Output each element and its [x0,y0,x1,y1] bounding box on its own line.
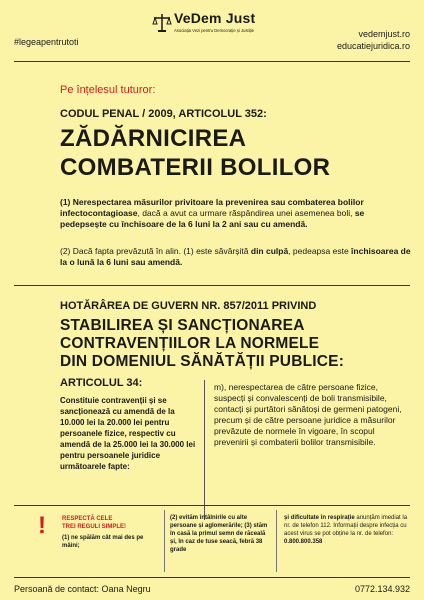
p2-normal-a: (2) Dacă fapta prevăzută în alin. (1) este săvârșită [60,246,251,256]
rules-divider [14,505,410,506]
article-34-heading: ARTICOLUL 34: [60,377,143,389]
rules-title-line2: TREI REGULI SIMPLE! [62,524,127,530]
section2-title-line2: CONTRAVENȚIILOR LA NORMELE [60,335,320,352]
info-phone: 0.800.800.358 [284,539,323,545]
penal-code-article: CODUL PENAL / 2009, ARTICOLUL 352: [60,108,267,120]
section1-title-line1: ZĂDĂRNICIREA [60,125,247,152]
article-34-left-text: Constituie contravenții și se sancționează cu amendă de la 10.000 lei la 20.000 lei pentru persoanele fizice, respectiv cu amendă de la 25.000 lei la 30.000 lei pentru persoanele juridice următoarele fapte: [60,396,196,471]
government-decision: HOTĂRÂREA DE GUVERN NR. 857/2011 PRIVIND [60,300,317,312]
bottom-divider [14,577,410,578]
rule3-normal: anunțăm imediat la nr. de telefon 112. Informații despre infecția cu acest virus se pot obține la nr. de telefon: [284,515,408,537]
p2-bold-d: închisoarea de la o lună la 6 luni sau amendă. [60,246,411,267]
rule-3-cont [284,514,410,546]
rules-title [62,515,126,531]
rule-2-3: (2) evităm întâlnirile cu alte persoane și aglomerările; (3) stăm în casă la primul semn de răceală și, în caz de tuse seacă, febră 38 grade [170,515,268,553]
contact-person: Persoană de contact: Oana Negru [14,584,151,594]
rules-divider-2 [276,510,277,572]
section1-title [60,124,330,182]
p2-bold-b: din culpă [250,246,289,256]
rule3-bold: și dificultate în respirație [284,515,355,521]
p1-bold-c: se pedepsește cu închisoare de la 6 luni la 2 ani sau cu amendă. [60,208,365,229]
middle-divider [14,285,410,286]
top-divider [14,61,410,62]
logo-subtitle: Asociația Vezi pentru Democrație și Justiție [174,28,255,33]
scales-icon [152,12,172,34]
article-34-right-text: m), nerespectarea de către persoane fizice, suspecți și convalescenți de boli transmisibile, contacți și purtători sănătoși de germeni patogeni, precum și de către persoane juridice a măsurilor prevăzute de normele în vigoare, în scopul prevenirii și combaterii bolilor transmisibile. [214,382,402,447]
p1-normal: , dacă a avut ca urmare răspândirea unei asemenea boli, [137,208,355,218]
rules-divider-1 [164,510,165,572]
paragraph-1 [60,197,412,230]
site-link-educatiejuridica[interactable]: educatiejuridica.ro [336,41,410,51]
rule-1: (1) ne spălăm cât mai des pe mâini; [62,535,144,549]
p2-normal-c: , pedeapsa este [288,246,352,256]
hashtag: #legeapentrutoti [14,37,79,47]
section2-title [60,317,344,371]
lead-text: Pe înțelesul tuturor: [60,84,156,96]
contact-phone[interactable]: 0772.134.932 [354,584,410,594]
section2-title-line3: DIN DOMENIUL SĂNĂTĂȚII PUBLICE: [60,353,345,370]
paragraph-2 [60,246,412,268]
section1-title-line2: COMBATERII BOLILOR [60,154,331,181]
site-link-vedemjust[interactable]: vedemjust.ro [358,29,410,39]
exclamation-icon: ! [38,512,46,539]
section2-title-line1: STABILIREA ȘI SANCȚIONAREA [60,317,305,334]
column-divider [204,380,205,520]
p1-bold-a: (1) Nerespectarea măsurilor privitoare la prevenirea sau combaterea bolilor infectocontagioase [60,197,364,218]
logo-name: VeDem Just [174,10,256,26]
rules-title-line1: RESPECTĂ CELE [62,516,113,522]
website-links [337,28,410,52]
logo [152,10,274,46]
